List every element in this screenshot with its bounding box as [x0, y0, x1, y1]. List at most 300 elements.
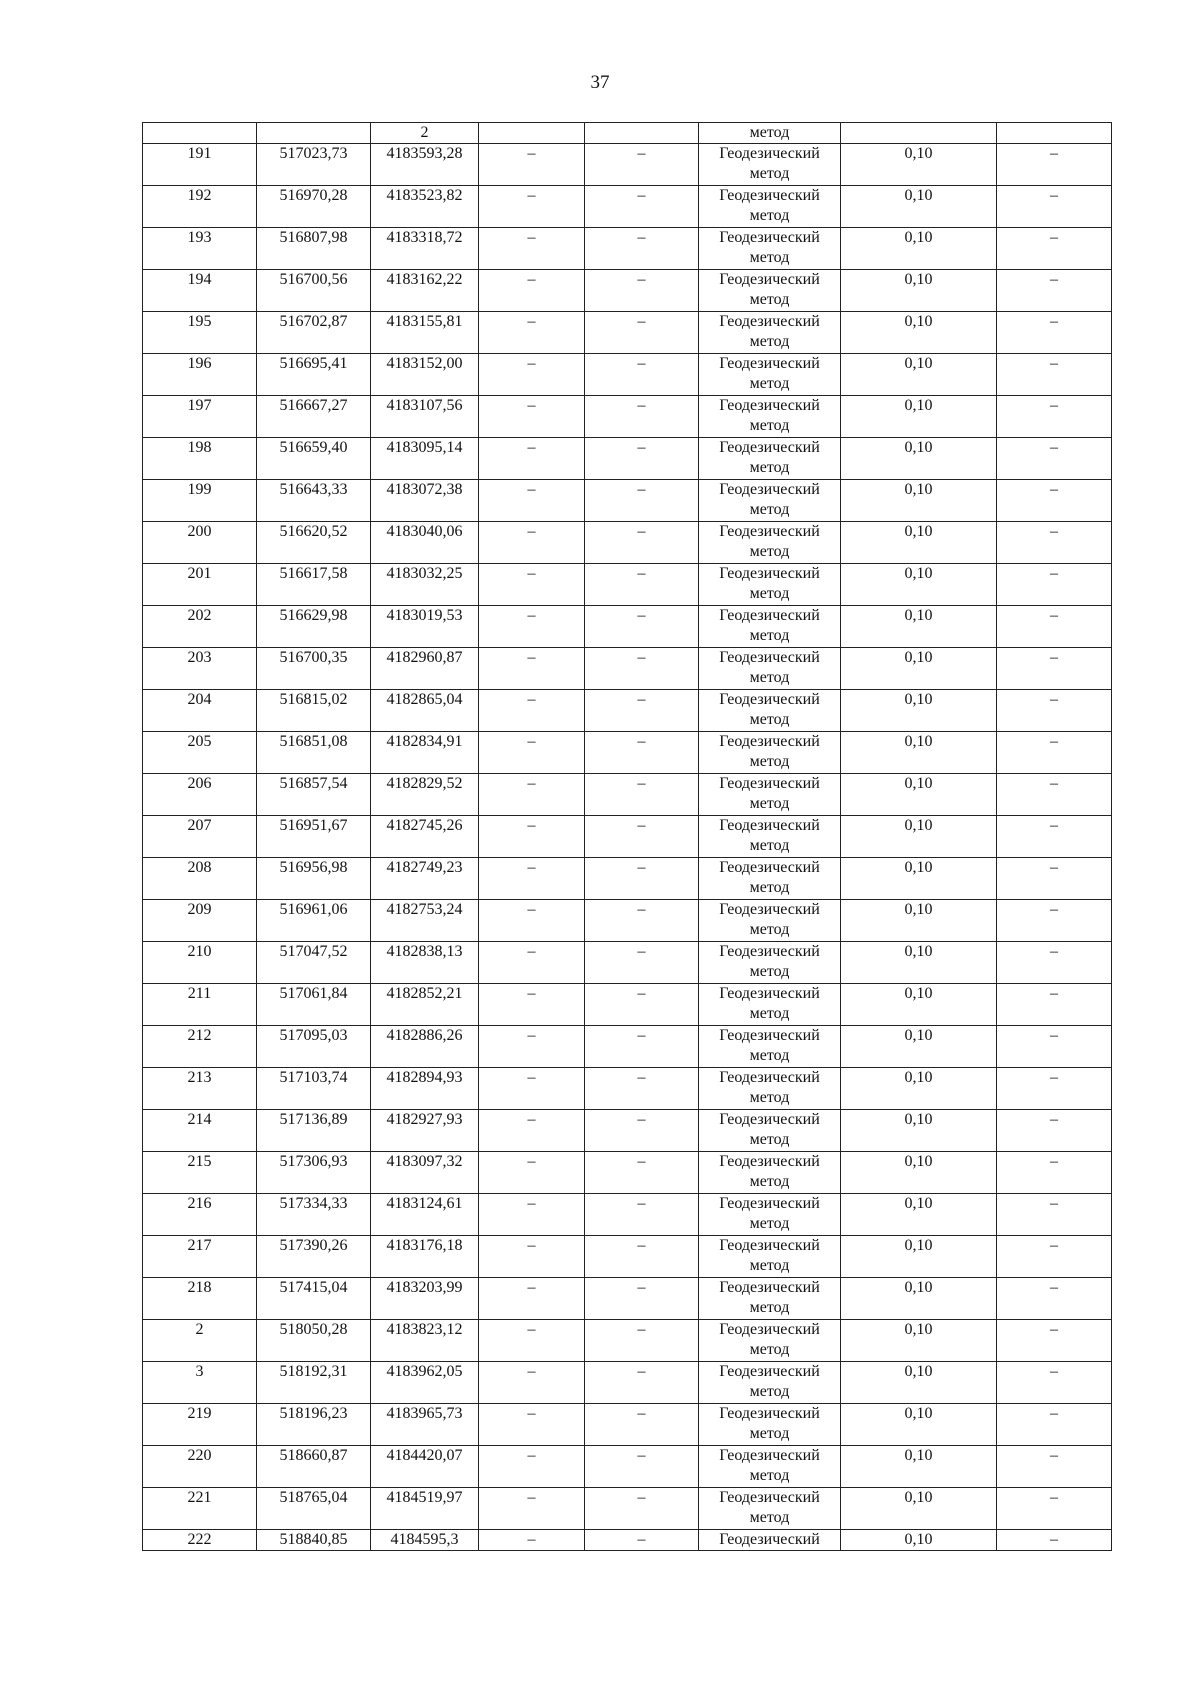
cell-y [371, 1278, 479, 1320]
cell-dash: – [479, 1530, 585, 1551]
table-row [143, 1194, 1112, 1236]
cell-x: 518840,85 [257, 1530, 371, 1551]
cell-y [371, 1026, 479, 1068]
cell-number: 209 [143, 900, 257, 942]
cell-dash: – [479, 1320, 585, 1362]
cell-x: 517390,26 [257, 1236, 371, 1278]
cell-y [371, 1236, 479, 1278]
cell-number: 210 [143, 942, 257, 984]
cell-dash: – [997, 1488, 1112, 1530]
table-row [143, 1320, 1112, 1362]
cell-dash: – [479, 144, 585, 186]
table-row [143, 1488, 1112, 1530]
cell-error: 0,10 [841, 564, 997, 606]
cell-method [699, 1236, 841, 1278]
cell-error: 0,10 [841, 1488, 997, 1530]
cell-method-text: Геодезический метод [719, 901, 820, 938]
cell-method-text: Геодезический метод [719, 565, 820, 602]
cell-y-text: 4183019,53 [386, 607, 463, 624]
cell-error: 0,10 [841, 1362, 997, 1404]
table-row [143, 1152, 1112, 1194]
cell-dash: – [479, 480, 585, 522]
table-row [143, 690, 1112, 732]
cell-error: 0,10 [841, 1152, 997, 1194]
cell-y [371, 312, 479, 354]
cell-error: 0,10 [841, 1236, 997, 1278]
cell-error: 0,10 [841, 774, 997, 816]
cell-error: 0,10 [841, 984, 997, 1026]
cell-number: 200 [143, 522, 257, 564]
coordinates-table [142, 122, 1112, 1551]
cell-method [699, 606, 841, 648]
cell-dash: – [479, 396, 585, 438]
cell-x: 516629,98 [257, 606, 371, 648]
cell-dash: – [585, 1278, 699, 1320]
cell-x: 516695,41 [257, 354, 371, 396]
cell-dash: – [997, 816, 1112, 858]
cell-dash: – [479, 438, 585, 480]
cell-dash: – [585, 1446, 699, 1488]
cell-y [371, 900, 479, 942]
cell-method [699, 984, 841, 1026]
table-row [143, 1404, 1112, 1446]
cell-method-text: Геодезический метод [719, 607, 820, 644]
cell-number [143, 123, 257, 144]
cell-dash: – [997, 984, 1112, 1026]
table-row [143, 186, 1112, 228]
cell-dash: – [585, 648, 699, 690]
cell-error: 0,10 [841, 900, 997, 942]
cell-method-text: Геодезический метод [719, 1321, 820, 1358]
cell-method [699, 354, 841, 396]
cell-method [699, 648, 841, 690]
cell-number: 198 [143, 438, 257, 480]
cell-dash: – [585, 816, 699, 858]
cell-dash: – [479, 606, 585, 648]
cell-error: 0,10 [841, 816, 997, 858]
cell-dash: – [585, 312, 699, 354]
cell-dash: – [585, 1110, 699, 1152]
cell-dash: – [997, 1026, 1112, 1068]
cell-number: 194 [143, 270, 257, 312]
cell-dash: – [479, 942, 585, 984]
cell-y: 2 [371, 123, 479, 144]
cell-dash: – [479, 564, 585, 606]
cell-error: 0,10 [841, 1320, 997, 1362]
table-row [143, 732, 1112, 774]
cell-number: 207 [143, 816, 257, 858]
cell-dash: – [585, 564, 699, 606]
cell-dash: – [997, 1404, 1112, 1446]
cell-method-text: Геодезический метод [719, 187, 820, 224]
cell-number: 220 [143, 1446, 257, 1488]
cell-dash: – [479, 1026, 585, 1068]
cell-dash: – [585, 228, 699, 270]
cell-dash: – [997, 438, 1112, 480]
cell-y-text: 4183072,38 [386, 481, 463, 498]
table-row [143, 984, 1112, 1026]
cell-y-text: 4182894,93 [386, 1069, 463, 1086]
cell-method-text: Геодезический метод [719, 145, 820, 182]
cell-dash: – [997, 900, 1112, 942]
cell-method [699, 144, 841, 186]
cell-y [371, 270, 479, 312]
table-row [143, 942, 1112, 984]
cell-method [699, 270, 841, 312]
cell-method-text: Геодезический метод [719, 439, 820, 476]
cell-dash: – [997, 312, 1112, 354]
cell-dash: – [479, 774, 585, 816]
cell-y-text: 4184420,07 [386, 1447, 463, 1464]
cell-number: 211 [143, 984, 257, 1026]
table-row [143, 354, 1112, 396]
cell-y [371, 438, 479, 480]
cell-method [699, 1026, 841, 1068]
cell-method-text: Геодезический метод [719, 691, 820, 728]
cell-y [371, 522, 479, 564]
cell-dash: – [585, 1068, 699, 1110]
cell-error: 0,10 [841, 732, 997, 774]
cell-dash: – [585, 396, 699, 438]
cell-y [371, 858, 479, 900]
cell-dash: – [585, 270, 699, 312]
cell-number: 193 [143, 228, 257, 270]
cell-error: 0,10 [841, 1110, 997, 1152]
cell-error: 0,10 [841, 1194, 997, 1236]
cell-x: 517095,03 [257, 1026, 371, 1068]
cell-method [699, 1278, 841, 1320]
table-row [143, 312, 1112, 354]
cell-y-text: 4183097,32 [386, 1153, 463, 1170]
cell-y [371, 1488, 479, 1530]
cell-x: 516620,52 [257, 522, 371, 564]
cell-number: 214 [143, 1110, 257, 1152]
table-row [143, 564, 1112, 606]
cell-error: 0,10 [841, 186, 997, 228]
cell-x: 518765,04 [257, 1488, 371, 1530]
cell-method-text: Геодезический метод [719, 1237, 820, 1274]
table-row [143, 1026, 1112, 1068]
cell-x [257, 123, 371, 144]
cell-error: 0,10 [841, 942, 997, 984]
cell-dash: – [585, 522, 699, 564]
cell-dash: – [585, 438, 699, 480]
cell-dash: – [997, 1530, 1112, 1551]
cell-method [699, 942, 841, 984]
cell-dash: – [479, 1236, 585, 1278]
cell-dash: – [997, 1152, 1112, 1194]
cell-method: метод [699, 123, 841, 144]
cell-method-text: Геодезический метод [719, 859, 820, 896]
cell-dash: – [585, 1404, 699, 1446]
cell-dash: – [997, 1194, 1112, 1236]
table-row [143, 648, 1112, 690]
cell-method-text: Геодезический метод [719, 397, 820, 434]
cell-dash: – [585, 984, 699, 1026]
cell-y-text: 4183523,82 [386, 187, 463, 204]
table-row [143, 858, 1112, 900]
cell-number: 192 [143, 186, 257, 228]
cell-y [371, 732, 479, 774]
cell-method [699, 690, 841, 732]
cell-dash: – [585, 858, 699, 900]
cell-y [371, 1446, 479, 1488]
cell-method [699, 1488, 841, 1530]
cell-x: 517306,93 [257, 1152, 371, 1194]
cell-error: 0,10 [841, 1026, 997, 1068]
cell-dash: – [585, 1152, 699, 1194]
cell-dash: – [479, 1362, 585, 1404]
cell-dash: – [997, 648, 1112, 690]
cell-dash: – [479, 900, 585, 942]
cell-method-text: Геодезический метод [719, 1153, 820, 1190]
cell-y [371, 354, 479, 396]
cell-dash [585, 123, 699, 144]
cell-y [371, 816, 479, 858]
cell-y [371, 1194, 479, 1236]
cell-number: 197 [143, 396, 257, 438]
cell-method-text: Геодезический метод [719, 1069, 820, 1106]
cell-y [371, 1320, 479, 1362]
cell-x: 516961,06 [257, 900, 371, 942]
table-row [143, 900, 1112, 942]
cell-dash: – [479, 312, 585, 354]
cell-number: 202 [143, 606, 257, 648]
cell-dash: – [479, 354, 585, 396]
table-row [143, 438, 1112, 480]
cell-error: 0,10 [841, 1446, 997, 1488]
cell-method [699, 1194, 841, 1236]
cell-y-text: 4182834,91 [386, 733, 463, 750]
cell-number: 196 [143, 354, 257, 396]
cell-x: 518192,31 [257, 1362, 371, 1404]
cell-method [699, 522, 841, 564]
cell-dash: – [479, 816, 585, 858]
cell-y-text: 4183124,61 [386, 1195, 463, 1212]
cell-error: 0,10 [841, 1068, 997, 1110]
cell-y-text: 4183162,22 [386, 271, 463, 288]
cell-dash: – [585, 1488, 699, 1530]
cell-number: 195 [143, 312, 257, 354]
cell-dash: – [997, 732, 1112, 774]
cell-y-text: 4182753,24 [386, 901, 463, 918]
cell-dash: – [585, 144, 699, 186]
cell-error: 0,10 [841, 690, 997, 732]
cell-dash: – [997, 774, 1112, 816]
cell-dash: – [585, 942, 699, 984]
cell-dash: – [585, 1026, 699, 1068]
cell-x: 516702,87 [257, 312, 371, 354]
cell-error: 0,10 [841, 858, 997, 900]
cell-error: 0,10 [841, 438, 997, 480]
cell-dash: – [479, 186, 585, 228]
cell-dash: – [585, 1236, 699, 1278]
cell-y-text: 4182749,23 [386, 859, 463, 876]
cell-method-text: Геодезический метод [719, 1279, 820, 1316]
cell-y-text: 4184519,97 [386, 1489, 463, 1506]
cell-error: 0,10 [841, 144, 997, 186]
cell-dash: – [479, 1110, 585, 1152]
cell-method-text: Геодезический метод [719, 229, 820, 266]
cell-number: 199 [143, 480, 257, 522]
cell-error: 0,10 [841, 270, 997, 312]
table-row [143, 816, 1112, 858]
cell-dash: – [997, 228, 1112, 270]
cell-y: 4184595,3 [371, 1530, 479, 1551]
cell-method [699, 900, 841, 942]
cell-x: 516807,98 [257, 228, 371, 270]
cell-dash: – [479, 522, 585, 564]
cell-dash: – [479, 1152, 585, 1194]
cell-number: 218 [143, 1278, 257, 1320]
cell-x: 516643,33 [257, 480, 371, 522]
cell-error: 0,10 [841, 606, 997, 648]
cell-number: 203 [143, 648, 257, 690]
cell-dash: – [479, 858, 585, 900]
cell-x: 516667,27 [257, 396, 371, 438]
cell-error: 0,10 [841, 228, 997, 270]
cell-dash: – [585, 774, 699, 816]
table-row [143, 522, 1112, 564]
cell-dash: – [997, 522, 1112, 564]
cell-dash [479, 123, 585, 144]
cell-dash: – [479, 1488, 585, 1530]
cell-method [699, 858, 841, 900]
cell-method-text: Геодезический метод [719, 1405, 820, 1442]
cell-error: 0,10 [841, 1278, 997, 1320]
cell-y [371, 480, 479, 522]
cell-y-text: 4182745,26 [386, 817, 463, 834]
cell-method: Геодезический [699, 1530, 841, 1551]
cell-dash: – [585, 1194, 699, 1236]
cell-number: 208 [143, 858, 257, 900]
cell-number: 216 [143, 1194, 257, 1236]
cell-method-text: Геодезический метод [719, 313, 820, 350]
cell-method-text: Геодезический метод [719, 1363, 820, 1400]
cell-dash: – [997, 480, 1112, 522]
table-row [143, 480, 1112, 522]
cell-dash: – [997, 1446, 1112, 1488]
cell-y-text: 4182838,13 [386, 943, 463, 960]
cell-dash: – [479, 648, 585, 690]
cell-method [699, 1152, 841, 1194]
cell-dash: – [479, 1068, 585, 1110]
cell-number: 222 [143, 1530, 257, 1551]
cell-method-text: Геодезический метод [719, 355, 820, 392]
cell-error: 0,10 [841, 312, 997, 354]
cell-y-text: 4183318,72 [386, 229, 463, 246]
cell-dash: – [479, 1404, 585, 1446]
cell-dash: – [997, 186, 1112, 228]
cell-number: 206 [143, 774, 257, 816]
table-row [143, 270, 1112, 312]
cell-method [699, 732, 841, 774]
cell-method [699, 396, 841, 438]
table-row [143, 606, 1112, 648]
cell-number: 219 [143, 1404, 257, 1446]
cell-number: 215 [143, 1152, 257, 1194]
table-row [143, 396, 1112, 438]
cell-dash: – [479, 1446, 585, 1488]
cell-y-text: 4183095,14 [386, 439, 463, 456]
cell-x: 518050,28 [257, 1320, 371, 1362]
cell-method-text: Геодезический метод [719, 649, 820, 686]
cell-dash: – [997, 942, 1112, 984]
cell-method [699, 816, 841, 858]
cell-method [699, 438, 841, 480]
cell-y [371, 1110, 479, 1152]
cell-method [699, 1362, 841, 1404]
cell-x: 517334,33 [257, 1194, 371, 1236]
cell-dash: – [585, 606, 699, 648]
cell-method [699, 1446, 841, 1488]
cell-error: 0,10 [841, 648, 997, 690]
cell-dash: – [479, 984, 585, 1026]
cell-x: 516951,67 [257, 816, 371, 858]
cell-x: 517047,52 [257, 942, 371, 984]
cell-dash: – [997, 858, 1112, 900]
cell-dash: – [585, 1530, 699, 1551]
cell-dash: – [997, 270, 1112, 312]
table-row [143, 1068, 1112, 1110]
cell-method [699, 564, 841, 606]
cell-dash: – [997, 1320, 1112, 1362]
cell-y [371, 144, 479, 186]
cell-number: 191 [143, 144, 257, 186]
cell-dash: – [479, 270, 585, 312]
cell-y [371, 774, 479, 816]
cell-error: 0,10 [841, 480, 997, 522]
cell-method-text: Геодезический метод [719, 733, 820, 770]
cell-y-text: 4183965,73 [386, 1405, 463, 1422]
cell-dash: – [997, 564, 1112, 606]
cell-x: 517415,04 [257, 1278, 371, 1320]
cell-y [371, 1152, 479, 1194]
cell-dash: – [585, 480, 699, 522]
cell-method [699, 186, 841, 228]
cell-y-text: 4183032,25 [386, 565, 463, 582]
cell-method-text: Геодезический метод [719, 775, 820, 812]
cell-dash: – [997, 1110, 1112, 1152]
cell-error: 0,10 [841, 1404, 997, 1446]
cell-method [699, 312, 841, 354]
cell-x: 516956,98 [257, 858, 371, 900]
cell-method [699, 774, 841, 816]
cell-y [371, 690, 479, 732]
cell-number: 221 [143, 1488, 257, 1530]
cell-dash: – [997, 144, 1112, 186]
cell-y [371, 564, 479, 606]
cell-x: 517136,89 [257, 1110, 371, 1152]
cell-dash: – [479, 228, 585, 270]
cell-x: 516851,08 [257, 732, 371, 774]
cell-x: 517061,84 [257, 984, 371, 1026]
continuation-row [143, 123, 1112, 144]
cell-dash: – [997, 396, 1112, 438]
cell-dash: – [479, 732, 585, 774]
cell-number: 2 [143, 1320, 257, 1362]
cell-error: 0,10 [841, 354, 997, 396]
cell-x: 517023,73 [257, 144, 371, 186]
cell-y-text: 4182927,93 [386, 1111, 463, 1128]
cell-number: 201 [143, 564, 257, 606]
cell-method-text: Геодезический метод [719, 1447, 820, 1484]
cell-method-text: Геодезический метод [719, 1489, 820, 1526]
cell-x: 516700,56 [257, 270, 371, 312]
cell-y [371, 942, 479, 984]
table-row [143, 228, 1112, 270]
cell-y-text: 4183107,56 [386, 397, 463, 414]
